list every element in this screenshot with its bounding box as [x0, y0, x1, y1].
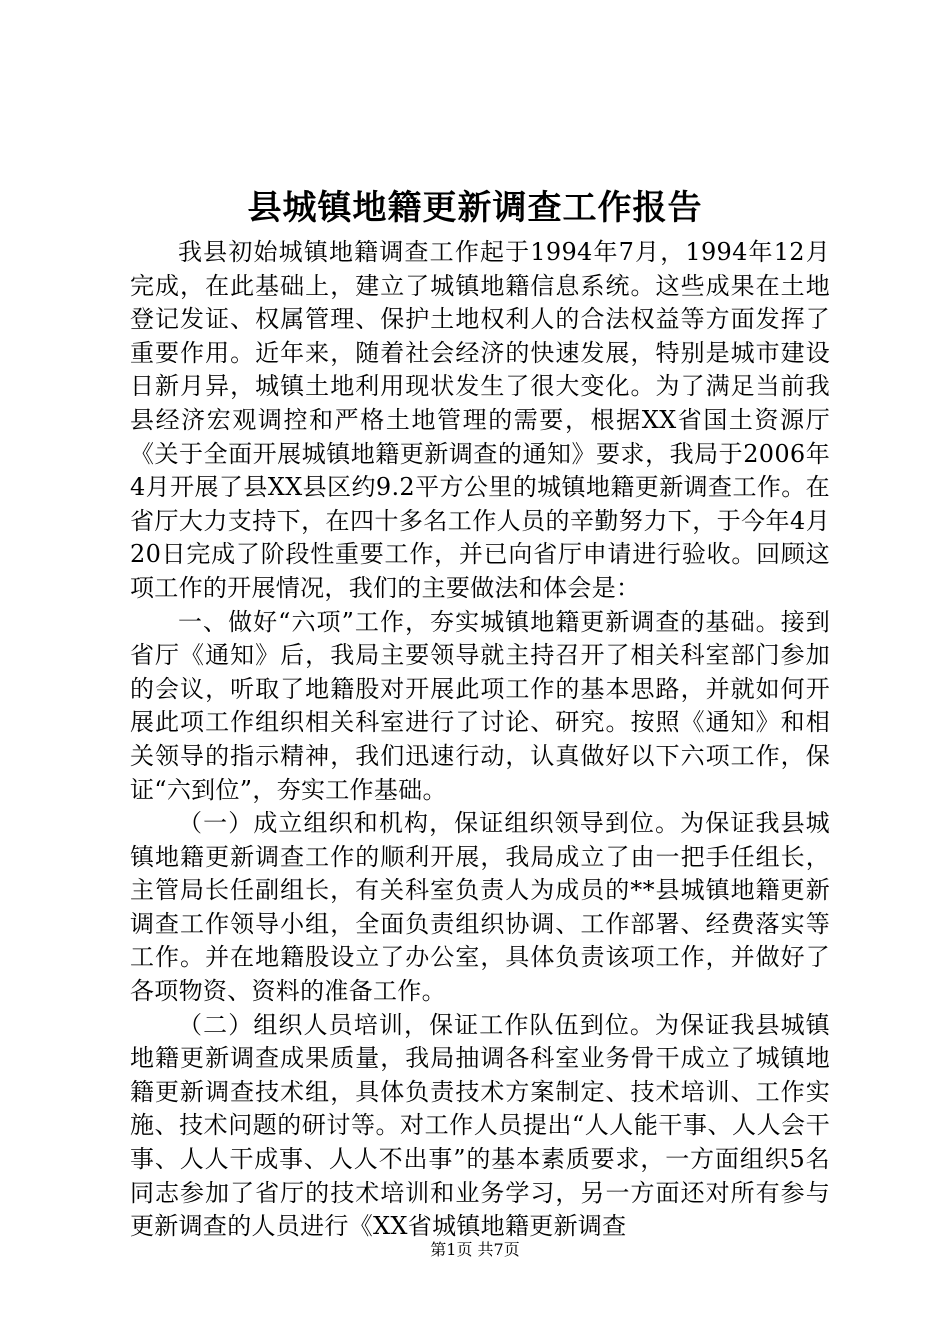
document-title: 县城镇地籍更新调查工作报告 — [247, 188, 703, 228]
document-body — [130, 236, 830, 1244]
paragraph-intro: 我县初始城镇地籍调查工作起于1994年7月，1994年12月完成，在此基础上，建立了城镇地籍信息系统。这些成果在土地登记发证、权属管理、保护土地权利人的合法权益等方面发挥了重要作用。近年来，随着社会经济的快速发展，特别是城市建设日新月异，城镇土地利用现状发生了很大变化。为了满足当前我县经济宏观调控和严格土地管理的需要，根据XX省国土资源厅《关于全面开展城镇地籍更新调查的通知》要求，我局于2006年4月开展了县XX县区约9.2平方公里的城镇地籍更新调查工作。在省厅大力支持下，在四十多名工作人员的辛勤努力下，于今年4月20日完成了阶段性重要工作，并已向省厅申请进行验收。回顾这项工作的开展情况，我们的主要做法和体会是： — [130, 238, 830, 602]
paragraph-subsection-two: （二）组织人员培训，保证工作队伍到位。为保证我县城镇地籍更新调查成果质量，我局抽调各科室业务骨干成立了城镇地籍更新调查技术组，具体负责技术方案制定、技术培训、工作实施、技术问题的研讨等。对工作人员提出“人人能干事、人人会干事、人人干成事、人人不出事”的基本素质要求，一方面组织5名同志参加了省厅的技术培训和业务学习，另一方面还对所有参与更新调查的人员进行《XX省城镇地籍更新调查 — [130, 1010, 830, 1241]
paragraph-section-one: 一、做好“六项”工作，夯实城镇地籍更新调查的基础。接到省厅《通知》后，我局主要领导就主持召开了相关科室部门参加的会议，听取了地籍股对开展此项工作的基本思路，并就如何开展此项工作组织相关科室进行了讨论、研究。按照《通知》和相关领导的指示精神，我们迅速行动，认真做好以下六项工作，保证“六到位”，夯实工作基础。 — [130, 607, 830, 804]
paragraph-subsection-one: （一）成立组织和机构，保证组织领导到位。为保证我县城镇地籍更新调查工作的顺利开展，我局成立了由一把手任组长，主管局长任副组长，有关科室负责人为成员的**县城镇地籍更新调查工作领导小组，全面负责组织协调、工作部署、经费落实等工作。并在地籍股设立了办公室，具体负责该项工作，并做好了各项物资、资料的准备工作。 — [130, 809, 830, 1006]
page-number-footer: 第1页 共7页 — [430, 1240, 520, 1259]
